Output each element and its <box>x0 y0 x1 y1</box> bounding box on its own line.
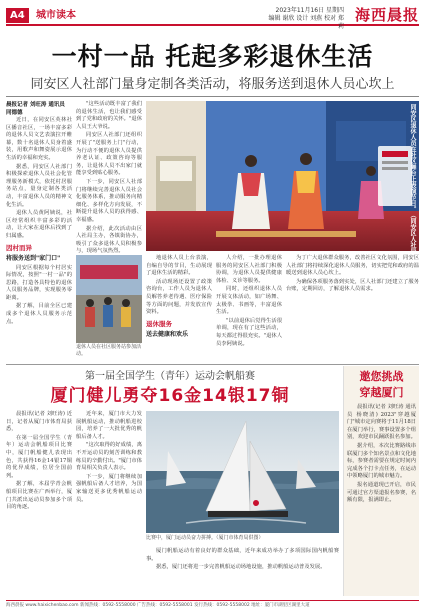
paragraph: 为丁广大退休群众服务，改善社区文化氛围，同安区人社部门将持续深化退休人员服务，切实把党和政府的温暖送到退休人员心坎上。 <box>286 255 419 277</box>
article1-subheading-1: 因村而异 <box>6 243 32 252</box>
sailing-photo-caption: 比赛中，厦门运动员奋力拼搏。（厦门市体育局供图） <box>146 535 264 541</box>
sidebar-article <box>343 366 419 596</box>
date-info <box>264 7 344 31</box>
article2-kicker: 第一届全国学生（青年）运动会帆船赛 <box>85 371 255 382</box>
activity-photo <box>76 255 142 343</box>
photo-vertical-caption: 同安区退休人员在社区舞台上表演节目。（同安区人社局供图） <box>409 104 416 272</box>
performance-photo-image <box>146 101 419 251</box>
article1-column-3 <box>146 255 212 359</box>
article2-col2-text <box>76 411 142 504</box>
activity-photo-image <box>76 255 142 343</box>
article1-col5-text <box>286 255 419 294</box>
article1-subheading-1b: 将服务送到"家门口" <box>6 254 61 262</box>
paragraph: 退休人员黄阿姨说，社区经常组织丰富多彩的活动，让大家在退休后找到了归属感。 <box>6 210 72 239</box>
performance-photo <box>146 101 419 251</box>
article1-col2-text <box>76 101 142 256</box>
paragraph: 同安区人社部门还组织开展了"送服务上门"行动，为行动不便的退休人员提供养老认证、政策咨询等服务，让退休人员不出家门就能享受到贴心服务。 <box>76 132 142 177</box>
article1-column-5 <box>286 255 419 359</box>
paragraph: 厦门帆船运动有着良好的群众基础，近年来成功举办了多项国际国内帆船赛事。 <box>146 548 339 562</box>
article1-column-4 <box>216 255 282 359</box>
page-footer: 海西晨报 www.haixichenbao.com 新闻热线：0592-5558000 广告热线：0592-5558001 发行热线：0592-5558002 地址：厦门市湖里区湖里大道 <box>6 600 419 610</box>
page-number: A4 <box>6 8 29 23</box>
paragraph: 据了解，目前全区已建成多个退休人员服务示范点。 <box>6 303 72 325</box>
paragraph: 据悉，同安区人社部门积极探索退休人员社会化管理服务新模式，依托村居服务站点，量身定制各类活动，丰富退休人员的精神文化生活。 <box>6 163 72 208</box>
sailing-photo <box>146 411 339 533</box>
page-header <box>6 6 419 30</box>
article2-column-1 <box>6 411 72 596</box>
activity-photo-caption: 退休人员在社区服务站参加活动。 <box>76 344 142 357</box>
article1-subheading-2b: 送去健康和欢乐 <box>146 330 189 338</box>
article2-column-3 <box>146 548 339 596</box>
paragraph: 为确保各项服务落到实处，区人社部门还建立了服务台账，定期回访，了解退休人员需求。 <box>286 278 419 293</box>
main-headline: 一村一品 托起多彩退休生活 <box>51 42 374 71</box>
paragraph: 下一步，同安区人社部门将继续完善退休人员社会化服务体系，推动服务向精细化、多样化方向发展，不断提升退休人员的获得感、幸福感。 <box>76 178 142 223</box>
main-subhead: 同安区人社部门量身定制各类活动，将服务送到退休人员心坎上 <box>30 77 395 92</box>
section-divider <box>6 364 419 365</box>
article2-col1-text <box>6 411 72 512</box>
paragraph: 近年来，厦门市大力发展帆船运动，推动帆船进校园，培养了一大批优秀的帆船后备人才。 <box>76 411 142 440</box>
paragraph: 据介绍，此次活动由区人社局主办，各镇街协办，吸引了众多退休人员积极参与，现场气氛热烈。 <box>76 225 142 255</box>
article1-byline: 晨报记者 刘旺涛 通讯员 同德德 <box>6 102 65 116</box>
paragraph: 同安区根据每个村居实际情况，按照"一村一品"的思路，打造各具特色的退休人员服务品牌，实现服务零距离。 <box>6 264 72 301</box>
paragraph: 报名通道现已开启，市民可通过官方渠道报名参赛，名额有限，报满即止。 <box>347 481 416 504</box>
section-name: 城市读本 <box>36 10 76 21</box>
paragraph: 活动现场还设置了政策咨询台，工作人员为退休人员解答养老待遇、医疗保险等方面的问题，并发放宣传资料。 <box>146 278 212 316</box>
editor-line: 编辑 谢欣 设计 刘燕 校对 郑莉 <box>268 15 344 30</box>
paragraph: 据了解，本届学青会帆船项目比赛在广西举行，厦门共派出运动员参加多个项目的角逐。 <box>6 481 72 511</box>
sidebar-title-1: 邀您挑战 <box>359 370 404 383</box>
paragraph: 地退休人员上台表演，自编自导的节目，生动展现了退休生活的精彩。 <box>146 255 212 277</box>
article2-col3-text <box>146 548 339 572</box>
sidebar-title-2: 穿越厦门 <box>359 386 404 399</box>
article1-col1-text <box>6 117 72 241</box>
newspaper-brand: 海西晨报 <box>354 6 419 24</box>
date-line: 2023年11月16日 星期四 <box>275 7 344 14</box>
paragraph: 在第一届全国学生（青年）运动会帆船项目比赛中，厦门帆船健儿表现出色，共获得16金14银17铜的优异成绩，位居全国前列。 <box>6 434 72 479</box>
article2-column-2 <box>76 411 142 596</box>
paragraph: 下一步，厦门将继续加强帆船后备人才培养，为国家输送更多优秀帆船运动员。 <box>76 473 142 503</box>
paragraph: 据悉，厦门还将进一步完善帆船运动场地设施，推动帆船运动普及发展。 <box>156 564 326 571</box>
sailing-photo-image <box>146 411 339 533</box>
subhead-divider <box>6 96 419 97</box>
paragraph: 晨报讯(记者 刘旺涛) 近日，记者从厦门市体育局获悉， <box>6 411 72 433</box>
article1-column-1 <box>6 101 72 359</box>
article2-headline: 厦门健儿勇夺16金14银17铜 <box>50 386 290 406</box>
article1-column-2 <box>76 101 142 255</box>
paragraph: "这些活动既丰富了我们的退休生活，也让我们感受到了党和政府的关怀。"退休人员王大爷说。 <box>76 101 142 130</box>
article1-col1b-text <box>6 265 72 327</box>
sidebar-text <box>347 404 416 505</box>
paragraph: 人介绍，一批办理退休服务的同安区人社部门积极协调，为退休人员提供健康体检、义诊等服务。 <box>216 255 282 284</box>
article1-subheading-2: 退休服务 <box>146 319 172 328</box>
paragraph: 晨报讯(记者 刘旺涛 通讯员 杨晓清) 2023"穿越厦门"城市定向赛将于11月18日在厦门举行，赛事设置多个组别，欢迎市民踊跃报名参加。 <box>347 404 416 441</box>
article1-col4-text <box>216 255 282 348</box>
paragraph: 据介绍，本次比赛路线串联厦门多个知名景点和文化地标，参赛者需要在规定时间内完成各个打卡点任务，在运动中领略厦门的城市魅力。 <box>347 442 416 480</box>
paragraph: "以前退休后觉得生活很单调，现在有了这些活动，每天都过得很充实。"退休人员李阿姨说。 <box>216 317 282 347</box>
paragraph: 近日，在同安区英林社区播音社区，一场丰富多彩的退休人员文艺表演拉开帷幕，数十名退休人员身着盛装，用歌声和舞姿展示退休生活的幸福和充实。 <box>6 117 72 161</box>
paragraph: 同时，还组织退休人员开展文体活动，如广场舞、太极拳、书画等，丰富退休生活。 <box>216 286 282 316</box>
article1-col3-text <box>146 255 212 317</box>
paragraph: "这次取得的好成绩，离不开运动员的刻苦训练和教练员的辛勤付出。"厦门市体育局相关负责人表示。 <box>76 442 142 472</box>
